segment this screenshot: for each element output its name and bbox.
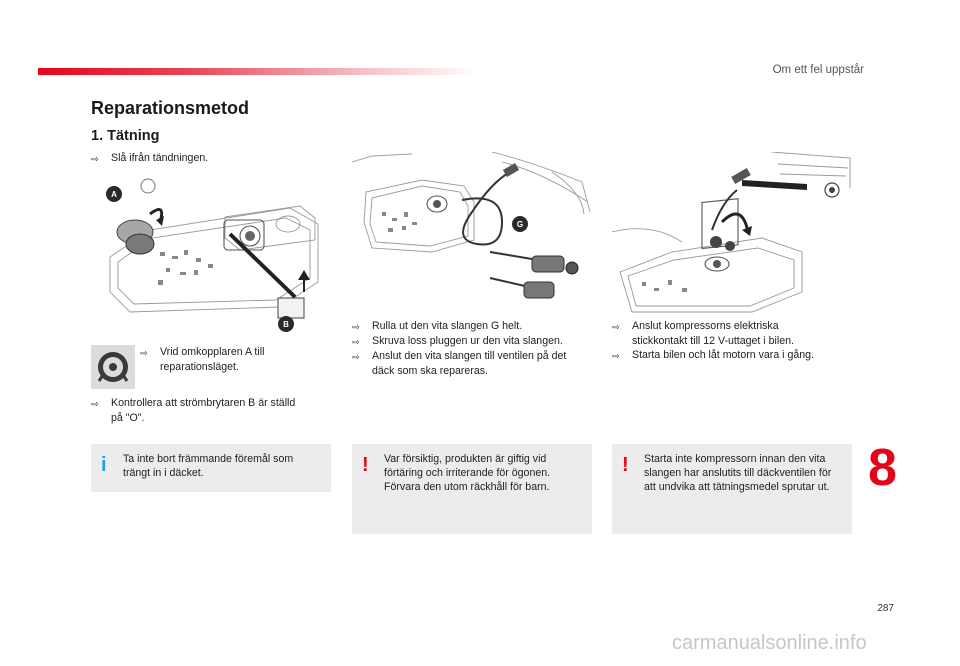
section-title: Om ett fel uppstår [772,64,864,76]
warning-icon: ! [622,454,629,476]
step-check-switch-b: ⇨ Kontrollera att strömbrytaren B är ställd på "O". [91,397,296,424]
arrow-bullet-icon: ⇨ [352,322,360,332]
steps-power: ⇨ Anslut kompressorns elektriska stickkontakt till 12 V-uttaget i bilen. ⇨ Starta bilen och låt motorn vara i gång. [612,320,814,361]
page-number: 287 [877,603,894,614]
arrow-bullet-icon: ⇨ [352,352,360,362]
tyre-repair-icon [91,345,135,389]
step-switch-off-ignition: ⇨ Slå ifrån tändningen. [91,152,209,164]
header-accent-bar [38,68,478,75]
steps-hose: ⇨ Rulla ut den vita slangen G helt. ⇨ Skruva loss pluggen ur den vita slangen. ⇨ Anslut den vita slangen till ventilen på det däck som ska repareras. [352,320,567,377]
watermark: carmanualsonline.info [672,632,867,654]
warning-icon: ! [362,454,369,476]
label-a: A [111,190,117,199]
compressor-illustration [90,172,330,332]
power-socket-illustration [612,152,852,314]
arrow-bullet-icon: ⇨ [612,322,620,332]
chapter-number: 8 [868,439,897,497]
hose-illustration [352,152,592,314]
info-icon: i [101,454,107,476]
step-turn-switch-a: ⇨ Vrid omkopplaren A till reparationsläget. [140,346,265,373]
arrow-bullet-icon: ⇨ [91,154,99,164]
info-box: i Ta inte bort främmande föremål som trängt in i däcket. [91,444,331,492]
page-title: Reparationsmetod [91,98,250,118]
arrow-bullet-icon: ⇨ [352,337,360,347]
arrow-bullet-icon: ⇨ [91,399,99,409]
label-b: B [283,320,289,329]
arrow-bullet-icon: ⇨ [612,351,620,361]
arrow-bullet-icon: ⇨ [140,348,148,358]
warning-box-compressor: ! Starta inte kompressorn innan den vita slangen har anslutits till däckventilen för att undvika att tätningsmedel sprutar ut. [612,444,852,534]
subsection-title: 1. Tätning [91,128,160,144]
label-g: G [516,220,524,229]
warning-box-toxic: ! Var försiktig, produkten är giftig vid förtäring och irriterande för ögonen. Förvara den utom räckhåll för barn. [352,444,592,534]
